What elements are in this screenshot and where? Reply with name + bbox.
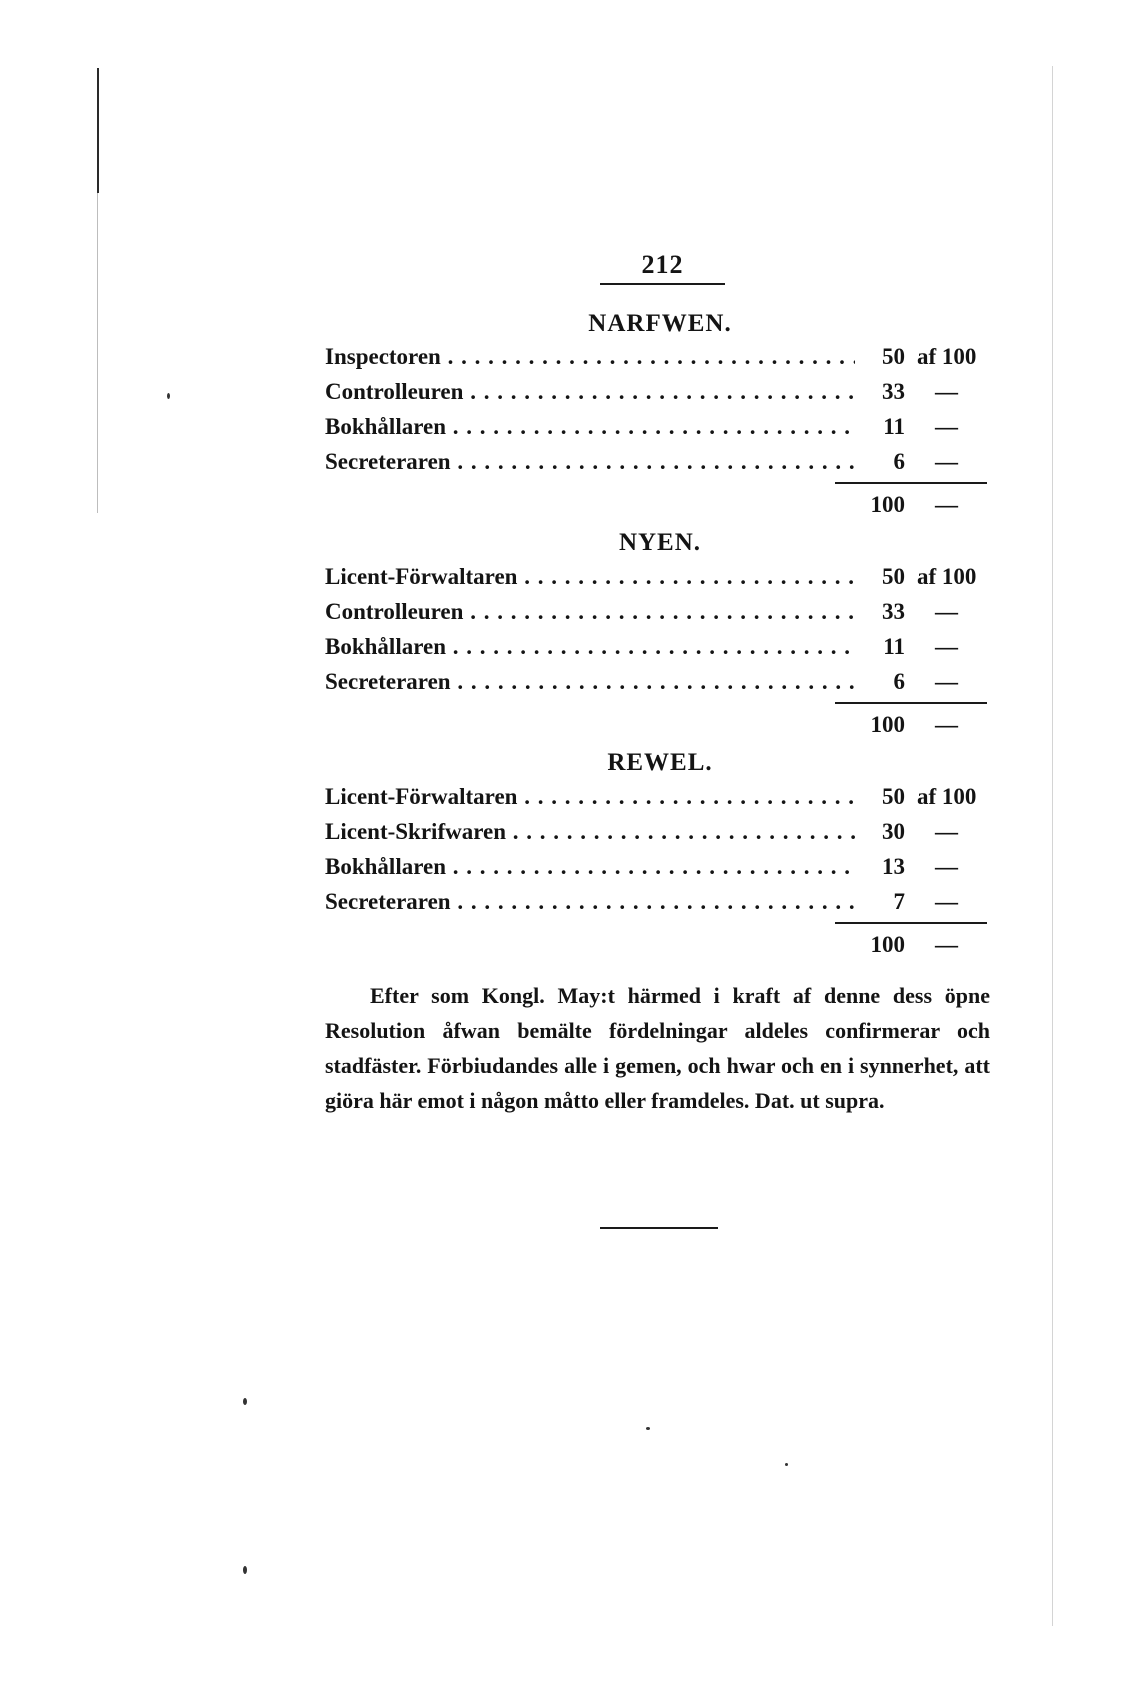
table-row (325, 340, 995, 374)
row-value: 13 (882, 854, 905, 879)
paragraph-text: Efter som Kongl. May:t härmed i kraft af denne dess öpne Resolution åfwan bemälte fördelningar aldeles confirmerar och stadfäster. Förbiudandes alle i gemen, och hwar och en i synnerhet, att giöra här emot i någon måtto eller framdeles. Dat. ut supra. (325, 983, 990, 1113)
row-value: 50 (882, 784, 905, 809)
row-value: 11 (883, 634, 905, 659)
table-row (325, 850, 995, 884)
row-unit: — (935, 599, 958, 624)
table-row (325, 445, 995, 479)
table-row (325, 815, 995, 849)
table-row (325, 375, 995, 409)
row-value: 6 (893, 449, 905, 474)
row-label: Licent-Förwaltaren . . . (325, 560, 855, 594)
table-row (325, 630, 995, 664)
row-value: 6 (893, 669, 905, 694)
row-unit: — (935, 379, 958, 404)
total-value: 100 (870, 932, 905, 957)
table-row (325, 780, 995, 814)
sum-rule (835, 482, 987, 484)
section-title-rewel: REWEL. (607, 749, 713, 776)
total-value: 100 (870, 492, 905, 517)
sum-rule (835, 702, 987, 704)
total-unit: — (935, 712, 958, 737)
row-label: Bokhållaren . . . (325, 850, 855, 884)
section-total (840, 928, 1000, 962)
row-label: Controlleuren . . . (325, 595, 855, 629)
page-number: 212 (641, 250, 684, 279)
scan-edge-line-faint (97, 193, 98, 513)
total-unit: — (935, 492, 958, 517)
row-label: Bokhållaren . . . (325, 410, 855, 444)
table-row (325, 595, 995, 629)
row-label: Controlleuren . . . (325, 375, 855, 409)
row-label: Inspectoren . . . (325, 340, 855, 374)
header-rule (600, 283, 725, 285)
scan-speck (167, 393, 170, 399)
row-unit: af 100 (917, 784, 977, 809)
row-unit: af 100 (917, 344, 977, 369)
row-value: 33 (882, 379, 905, 404)
scan-edge-line (97, 68, 99, 193)
scan-speck (785, 1463, 788, 1466)
row-label: Secreteraren . . . (325, 665, 855, 699)
closing-paragraph (325, 978, 990, 1118)
table-row (325, 410, 995, 444)
row-value: 7 (893, 889, 905, 914)
section-total (840, 488, 1000, 522)
sum-rule (835, 922, 987, 924)
end-rule (600, 1227, 718, 1229)
scan-speck (243, 1398, 247, 1405)
total-value: 100 (870, 712, 905, 737)
row-value: 50 (882, 344, 905, 369)
table-row (325, 665, 995, 699)
row-unit: — (935, 634, 958, 659)
row-label: Licent-Skrifwaren . . . (325, 815, 855, 849)
scan-edge-line-right (1052, 66, 1053, 1626)
row-value: 30 (882, 819, 905, 844)
table-row (325, 560, 995, 594)
row-value: 11 (883, 414, 905, 439)
row-label: Secreteraren . . . (325, 885, 855, 919)
row-unit: — (935, 889, 958, 914)
row-value: 33 (882, 599, 905, 624)
row-label: Secreteraren . . . (325, 445, 855, 479)
row-unit: — (935, 854, 958, 879)
row-label: Licent-Förwaltaren . . . (325, 780, 855, 814)
table-row (325, 885, 995, 919)
section-total (840, 708, 1000, 742)
row-unit: — (935, 449, 958, 474)
total-unit: — (935, 932, 958, 957)
scan-speck (243, 1566, 247, 1574)
row-unit: — (935, 819, 958, 844)
row-unit: — (935, 669, 958, 694)
section-title-nyen: NYEN. (618, 529, 702, 556)
row-unit: af 100 (917, 564, 977, 589)
row-label: Bokhållaren . . . (325, 630, 855, 664)
section-title-narfwen: NARFWEN. (588, 310, 732, 337)
row-unit: — (935, 414, 958, 439)
scan-speck (646, 1427, 650, 1430)
row-value: 50 (882, 564, 905, 589)
